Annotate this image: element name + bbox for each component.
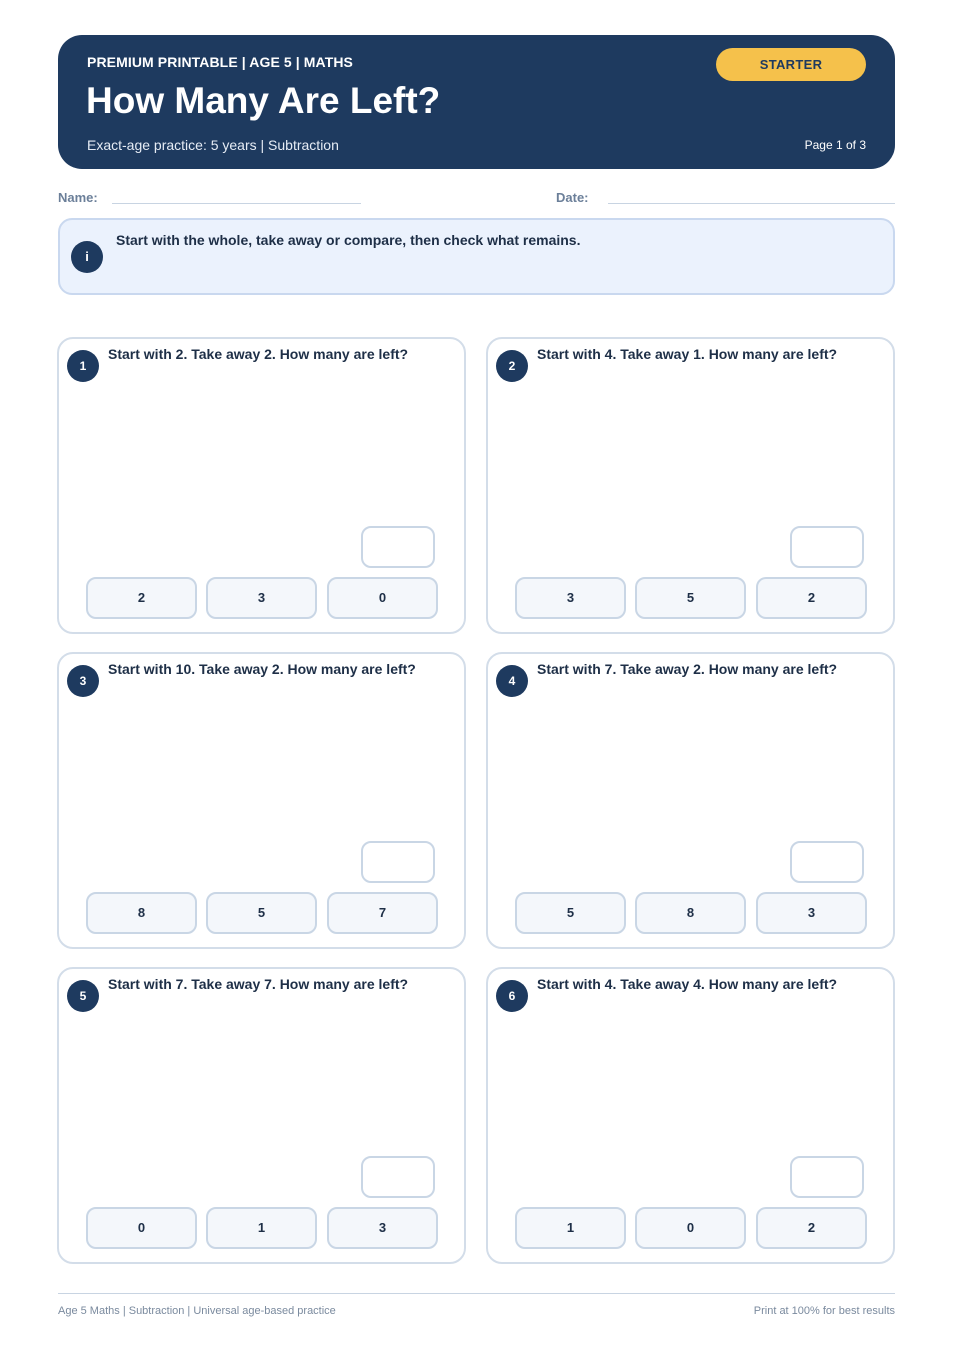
answer-option[interactable]: 0 xyxy=(327,577,438,619)
question-card xyxy=(57,652,466,949)
footer-right-text: Print at 100% for best results xyxy=(753,1305,895,1317)
answer-option[interactable]: 2 xyxy=(756,1207,867,1249)
answer-option[interactable]: 5 xyxy=(515,892,626,934)
question-text: Start with 10. Take away 2. How many are left? xyxy=(108,661,416,677)
answer-option[interactable]: 5 xyxy=(206,892,317,934)
level-badge: STARTER xyxy=(716,48,866,81)
answer-box[interactable] xyxy=(790,841,864,883)
header-subtitle: Exact-age practice: 5 years | Subtraction xyxy=(87,137,339,153)
question-number: 5 xyxy=(67,980,99,1012)
footer-divider xyxy=(58,1293,895,1294)
answer-option[interactable]: 5 xyxy=(635,577,746,619)
question-text: Start with 4. Take away 1. How many are left? xyxy=(537,346,838,362)
answer-option[interactable]: 7 xyxy=(327,892,438,934)
question-card xyxy=(486,337,895,634)
name-label: Name: xyxy=(58,190,98,205)
page-indicator: Page 1 of 3 xyxy=(804,138,866,152)
question-number: 6 xyxy=(496,980,528,1012)
question-number: 4 xyxy=(496,665,528,697)
question-card xyxy=(57,337,466,634)
answer-option[interactable]: 8 xyxy=(635,892,746,934)
info-icon: i xyxy=(71,241,103,273)
question-card xyxy=(486,967,895,1264)
date-label: Date: xyxy=(556,190,589,205)
question-text: Start with 7. Take away 2. How many are left? xyxy=(537,661,838,677)
answer-box[interactable] xyxy=(361,1156,435,1198)
answer-box[interactable] xyxy=(361,526,435,568)
name-line[interactable] xyxy=(112,203,361,204)
question-number: 2 xyxy=(496,350,528,382)
answer-option[interactable]: 3 xyxy=(206,577,317,619)
answer-option[interactable]: 3 xyxy=(327,1207,438,1249)
answer-option[interactable]: 2 xyxy=(756,577,867,619)
answer-option[interactable]: 1 xyxy=(206,1207,317,1249)
answer-option[interactable]: 8 xyxy=(86,892,197,934)
worksheet-header xyxy=(58,35,895,169)
page-title: How Many Are Left? xyxy=(86,80,441,121)
answer-box[interactable] xyxy=(790,526,864,568)
header-kicker: PREMIUM PRINTABLE | AGE 5 | MATHS xyxy=(87,54,353,70)
answer-option[interactable]: 0 xyxy=(635,1207,746,1249)
answer-option[interactable]: 2 xyxy=(86,577,197,619)
instructions-text: Start with the whole, take away or compare, then check what remains. xyxy=(116,232,581,248)
question-number: 3 xyxy=(67,665,99,697)
date-line[interactable] xyxy=(608,203,895,204)
question-card xyxy=(57,967,466,1264)
answer-option[interactable]: 0 xyxy=(86,1207,197,1249)
question-text: Start with 2. Take away 2. How many are left? xyxy=(108,346,409,362)
footer-left-text: Age 5 Maths | Subtraction | Universal age-based practice xyxy=(58,1305,336,1317)
question-text: Start with 4. Take away 4. How many are left? xyxy=(537,976,838,992)
question-card xyxy=(486,652,895,949)
answer-option[interactable]: 1 xyxy=(515,1207,626,1249)
answer-option[interactable]: 3 xyxy=(515,577,626,619)
answer-box[interactable] xyxy=(790,1156,864,1198)
answer-box[interactable] xyxy=(361,841,435,883)
question-text: Start with 7. Take away 7. How many are left? xyxy=(108,976,409,992)
instructions-box xyxy=(58,218,895,295)
question-number: 1 xyxy=(67,350,99,382)
answer-option[interactable]: 3 xyxy=(756,892,867,934)
